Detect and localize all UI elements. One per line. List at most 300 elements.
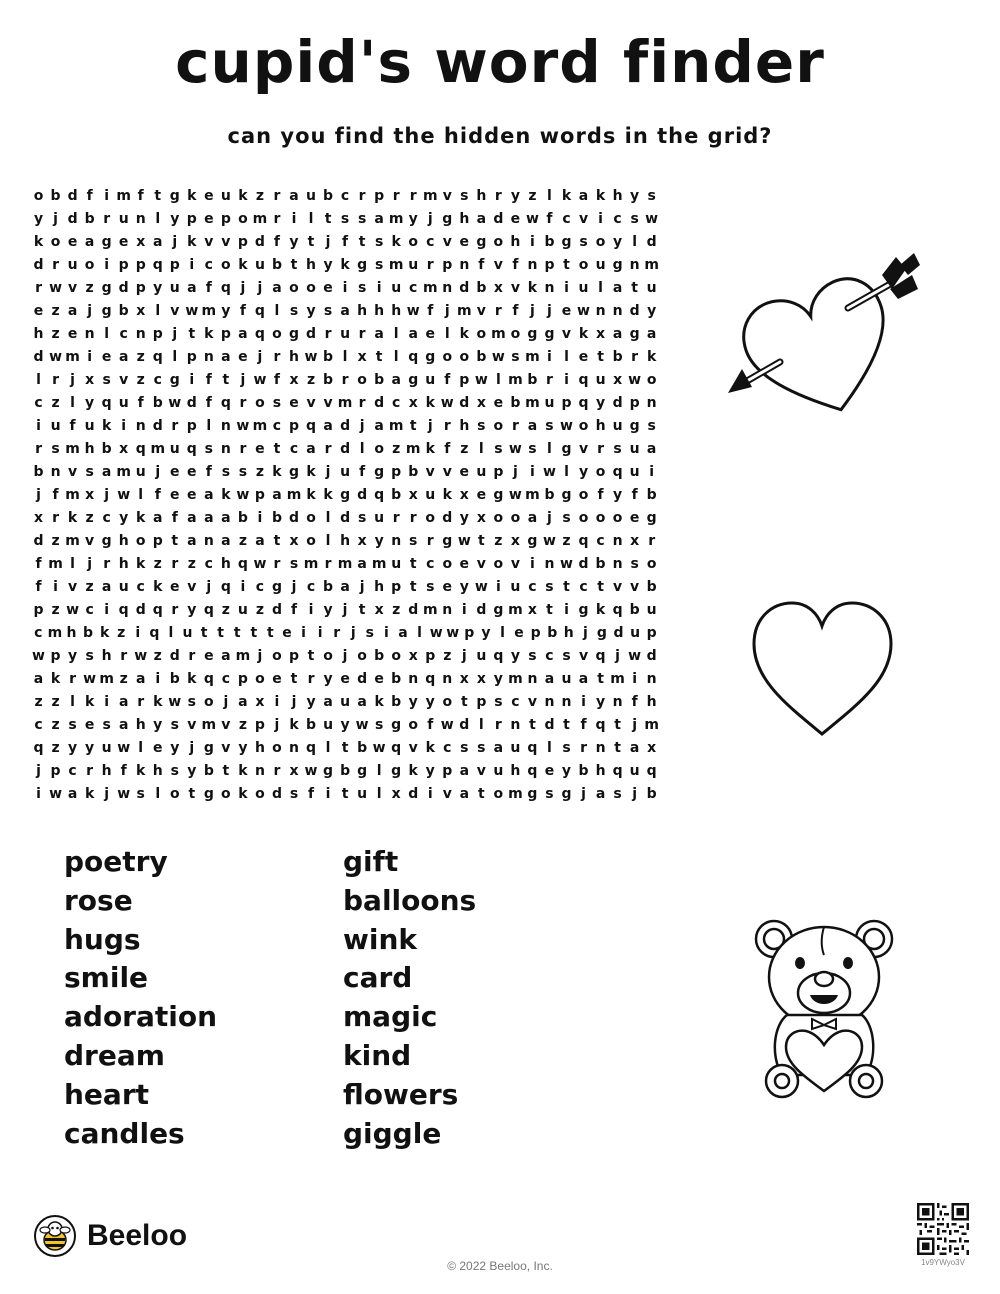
grid-letter[interactable]: r (35, 279, 42, 296)
grid-letter[interactable]: u (254, 256, 265, 273)
grid-letter[interactable]: a (289, 187, 299, 204)
grid-letter[interactable]: t (222, 371, 230, 388)
grid-letter[interactable]: j (257, 279, 263, 296)
grid-letter[interactable]: m (610, 670, 625, 687)
grid-letter[interactable]: i (291, 210, 297, 227)
grid-letter[interactable]: s (204, 440, 213, 457)
grid-letter[interactable]: d (629, 302, 640, 319)
grid-letter[interactable]: l (155, 210, 161, 227)
grid-letter[interactable]: j (172, 233, 178, 250)
grid-letter[interactable]: q (595, 647, 606, 664)
grid-letter[interactable]: w (253, 555, 267, 572)
grid-letter[interactable]: y (68, 647, 78, 664)
grid-letter[interactable]: c (153, 371, 162, 388)
grid-letter[interactable]: t (188, 325, 196, 342)
grid-letter[interactable]: y (595, 693, 606, 710)
grid-letter[interactable]: l (138, 739, 144, 756)
grid-letter[interactable]: m (65, 486, 80, 503)
grid-letter[interactable]: a (187, 532, 197, 549)
grid-letter[interactable]: w (372, 739, 386, 756)
grid-letter[interactable]: u (595, 256, 606, 273)
grid-letter[interactable]: s (528, 647, 537, 664)
grid-letter[interactable]: h (595, 417, 606, 434)
grid-letter[interactable]: p (237, 670, 248, 687)
grid-letter[interactable]: t (341, 785, 349, 802)
grid-letter[interactable]: c (409, 279, 418, 296)
grid-letter[interactable]: f (359, 463, 366, 480)
grid-letter[interactable]: t (307, 233, 315, 250)
grid-letter[interactable]: w (168, 693, 182, 710)
grid-letter[interactable]: i (342, 279, 348, 296)
grid-letter[interactable]: i (308, 601, 314, 618)
grid-letter[interactable]: o (33, 187, 44, 204)
grid-letter[interactable]: n (527, 670, 538, 687)
grid-letter[interactable]: c (204, 555, 213, 572)
grid-letter[interactable]: r (392, 187, 400, 204)
grid-letter[interactable]: m (201, 716, 217, 733)
grid-letter[interactable]: k (136, 555, 146, 572)
grid-letter[interactable]: q (220, 578, 231, 595)
grid-letter[interactable]: i (104, 187, 110, 204)
grid-letter[interactable]: d (646, 233, 657, 250)
grid-letter[interactable]: g (357, 762, 368, 779)
grid-letter[interactable]: k (646, 348, 657, 365)
grid-letter[interactable]: p (186, 210, 197, 227)
grid-letter[interactable]: t (460, 693, 468, 710)
grid-letter[interactable]: y (613, 486, 623, 503)
grid-letter[interactable]: e (187, 486, 197, 503)
grid-letter[interactable]: i (530, 233, 535, 250)
grid-letter[interactable]: c (85, 601, 94, 618)
grid-letter[interactable]: g (646, 509, 657, 526)
grid-letter[interactable]: g (101, 233, 112, 250)
grid-letter[interactable]: m (303, 555, 319, 572)
grid-letter[interactable]: y (459, 509, 469, 526)
grid-letter[interactable]: g (527, 325, 538, 342)
grid-letter[interactable]: m (457, 302, 472, 319)
grid-letter[interactable]: h (612, 187, 623, 204)
grid-letter[interactable]: z (51, 601, 60, 618)
grid-letter[interactable]: w (253, 371, 267, 388)
grid-letter[interactable]: r (239, 440, 247, 457)
grid-letter[interactable]: u (630, 624, 641, 641)
grid-letter[interactable]: a (67, 785, 78, 802)
grid-letter[interactable]: z (494, 532, 503, 549)
grid-letter[interactable]: r (580, 739, 587, 756)
grid-letter[interactable]: m (150, 440, 166, 457)
grid-letter[interactable]: h (101, 647, 112, 664)
grid-letter[interactable]: e (425, 325, 435, 342)
grid-letter[interactable]: u (220, 187, 231, 204)
grid-letter[interactable]: m (525, 348, 540, 365)
grid-letter[interactable]: g (203, 739, 214, 756)
grid-letter[interactable]: v (561, 325, 572, 342)
grid-letter[interactable]: o (493, 233, 504, 250)
grid-letter[interactable]: l (417, 624, 422, 641)
grid-letter[interactable]: j (342, 647, 348, 664)
grid-letter[interactable]: i (564, 279, 569, 296)
grid-letter[interactable]: b (646, 785, 657, 802)
grid-letter[interactable]: p (530, 624, 541, 641)
grid-letter[interactable]: r (188, 647, 196, 664)
grid-letter[interactable]: x (289, 532, 299, 549)
grid-letter[interactable]: e (459, 463, 470, 480)
grid-letter[interactable]: m (508, 601, 523, 618)
grid-letter[interactable]: m (508, 670, 523, 687)
grid-letter[interactable]: d (67, 210, 78, 227)
grid-letter[interactable]: g (357, 256, 368, 273)
grid-letter[interactable]: p (646, 624, 657, 641)
grid-letter[interactable]: u (237, 601, 248, 618)
grid-letter[interactable]: i (632, 670, 638, 687)
grid-letter[interactable]: a (187, 509, 197, 526)
grid-letter[interactable]: p (288, 417, 299, 434)
grid-letter[interactable]: y (85, 394, 95, 411)
grid-letter[interactable]: h (374, 578, 385, 595)
grid-letter[interactable]: z (306, 371, 316, 388)
grid-letter[interactable]: v (204, 233, 214, 250)
grid-letter[interactable]: h (476, 187, 487, 204)
grid-letter[interactable]: y (238, 739, 248, 756)
grid-letter[interactable]: v (68, 578, 78, 595)
grid-letter[interactable]: h (391, 302, 402, 319)
grid-letter[interactable]: o (255, 394, 265, 411)
grid-letter[interactable]: b (544, 486, 555, 503)
grid-letter[interactable]: h (118, 532, 129, 549)
grid-letter[interactable]: t (563, 578, 570, 595)
grid-letter[interactable]: o (50, 233, 61, 250)
grid-letter[interactable]: d (459, 394, 470, 411)
grid-letter[interactable]: o (272, 647, 282, 664)
grid-letter[interactable]: y (306, 302, 316, 319)
grid-letter[interactable]: y (306, 693, 316, 710)
grid-letter[interactable]: x (136, 302, 146, 319)
grid-letter[interactable]: u (391, 555, 402, 572)
grid-letter[interactable]: z (255, 601, 264, 618)
grid-letter[interactable]: p (374, 187, 385, 204)
grid-letter[interactable]: r (52, 256, 59, 273)
grid-letter[interactable]: y (221, 302, 231, 319)
grid-letter[interactable]: b (340, 762, 351, 779)
grid-letter[interactable]: l (547, 739, 552, 756)
grid-letter[interactable]: m (337, 394, 353, 411)
grid-letter[interactable]: i (547, 348, 552, 365)
grid-letter[interactable]: s (170, 762, 179, 779)
grid-letter[interactable]: s (187, 693, 196, 710)
grid-letter[interactable]: l (393, 348, 399, 365)
grid-letter[interactable]: n (612, 532, 623, 549)
grid-letter[interactable]: x (408, 486, 418, 503)
grid-letter[interactable]: t (154, 187, 162, 204)
grid-letter[interactable]: r (103, 210, 111, 227)
grid-letter[interactable]: f (478, 256, 485, 273)
grid-letter[interactable]: s (102, 716, 111, 733)
grid-letter[interactable]: o (306, 532, 316, 549)
grid-letter[interactable]: l (325, 739, 331, 756)
grid-letter[interactable]: x (459, 670, 469, 687)
grid-letter[interactable]: q (152, 601, 163, 618)
grid-letter[interactable]: r (546, 371, 553, 388)
grid-letter[interactable]: m (99, 670, 114, 687)
grid-letter[interactable]: c (613, 210, 622, 227)
grid-letter[interactable]: h (595, 762, 606, 779)
grid-letter[interactable]: j (512, 463, 518, 480)
grid-letter[interactable]: t (375, 348, 383, 365)
grid-letter[interactable]: p (186, 348, 197, 365)
grid-letter[interactable]: p (629, 394, 640, 411)
grid-letter[interactable]: y (323, 256, 333, 273)
grid-letter[interactable]: o (357, 371, 367, 388)
grid-letter[interactable]: o (493, 509, 504, 526)
grid-letter[interactable]: c (426, 555, 435, 572)
grid-letter[interactable]: p (288, 647, 299, 664)
grid-letter[interactable]: l (478, 440, 484, 457)
grid-letter[interactable]: s (409, 532, 418, 549)
grid-letter[interactable]: c (119, 325, 128, 342)
grid-letter[interactable]: a (459, 762, 470, 779)
grid-letter[interactable]: a (527, 509, 538, 526)
grid-letter[interactable]: e (170, 578, 180, 595)
grid-letter[interactable]: v (68, 463, 78, 480)
grid-letter[interactable]: s (613, 785, 622, 802)
grid-letter[interactable]: i (36, 785, 41, 802)
grid-letter[interactable]: t (529, 716, 536, 733)
grid-letter[interactable]: l (564, 348, 569, 365)
grid-letter[interactable]: i (257, 509, 263, 526)
grid-letter[interactable]: p (33, 601, 44, 618)
grid-letter[interactable]: z (221, 601, 230, 618)
grid-letter[interactable]: d (306, 325, 317, 342)
grid-letter[interactable]: j (582, 624, 588, 641)
grid-letter[interactable]: t (477, 532, 485, 549)
grid-letter[interactable]: e (204, 647, 214, 664)
grid-letter[interactable]: h (135, 716, 146, 733)
grid-letter[interactable]: t (341, 739, 349, 756)
grid-letter[interactable]: k (153, 578, 163, 595)
grid-letter[interactable]: p (476, 693, 487, 710)
grid-letter[interactable]: l (104, 325, 110, 342)
grid-letter[interactable]: b (306, 716, 317, 733)
grid-letter[interactable]: e (493, 394, 504, 411)
grid-letter[interactable]: v (119, 371, 129, 388)
grid-letter[interactable]: s (426, 578, 435, 595)
grid-letter[interactable]: g (169, 187, 180, 204)
grid-letter[interactable]: i (461, 601, 467, 618)
grid-letter[interactable]: a (323, 693, 333, 710)
grid-letter[interactable]: b (629, 601, 640, 618)
grid-letter[interactable]: j (172, 325, 178, 342)
grid-letter[interactable]: y (561, 762, 572, 779)
grid-letter[interactable]: p (152, 325, 163, 342)
grid-letter[interactable]: z (392, 440, 401, 457)
grid-letter[interactable]: n (595, 739, 606, 756)
grid-letter[interactable]: s (374, 716, 384, 733)
grid-letter[interactable]: v (578, 647, 589, 664)
grid-letter[interactable]: i (384, 624, 389, 641)
grid-letter[interactable]: s (374, 256, 384, 273)
grid-letter[interactable]: z (136, 348, 145, 365)
grid-letter[interactable]: c (579, 578, 588, 595)
grid-letter[interactable]: e (340, 670, 350, 687)
grid-letter[interactable]: i (301, 624, 306, 641)
grid-letter[interactable]: v (306, 394, 316, 411)
grid-letter[interactable]: w (577, 302, 590, 319)
grid-letter[interactable]: n (544, 279, 555, 296)
grid-letter[interactable]: o (408, 233, 419, 250)
grid-letter[interactable]: p (254, 486, 265, 503)
grid-letter[interactable]: f (273, 233, 280, 250)
grid-letter[interactable]: p (493, 463, 504, 480)
grid-letter[interactable]: f (512, 256, 519, 273)
grid-letter[interactable]: i (495, 578, 501, 595)
grid-letter[interactable]: x (357, 532, 367, 549)
grid-letter[interactable]: i (274, 693, 280, 710)
grid-letter[interactable]: d (288, 509, 299, 526)
grid-letter[interactable]: x (289, 371, 299, 388)
grid-letter[interactable]: x (630, 532, 640, 549)
grid-letter[interactable]: g (561, 486, 572, 503)
grid-letter[interactable]: h (374, 302, 385, 319)
grid-letter[interactable]: s (221, 463, 231, 480)
grid-letter[interactable]: o (612, 509, 623, 526)
grid-letter[interactable]: l (342, 348, 348, 365)
grid-letter[interactable]: q (612, 762, 623, 779)
grid-letter[interactable]: h (33, 325, 44, 342)
grid-letter[interactable]: e (118, 233, 129, 250)
grid-letter[interactable]: z (460, 440, 469, 457)
grid-letter[interactable]: k (323, 486, 333, 503)
grid-letter[interactable]: o (476, 325, 487, 342)
grid-letter[interactable]: s (630, 555, 639, 572)
grid-letter[interactable]: w (406, 302, 420, 319)
grid-letter[interactable]: k (84, 785, 95, 802)
grid-letter[interactable]: v (408, 739, 418, 756)
grid-letter[interactable]: b (476, 279, 487, 296)
grid-letter[interactable]: b (374, 647, 385, 664)
grid-letter[interactable]: i (325, 785, 331, 802)
grid-letter[interactable]: n (459, 256, 470, 273)
grid-letter[interactable]: i (530, 555, 535, 572)
grid-letter[interactable]: g (442, 532, 453, 549)
grid-letter[interactable]: c (562, 210, 571, 227)
grid-letter[interactable]: s (545, 785, 554, 802)
grid-letter[interactable]: e (442, 578, 453, 595)
grid-letter[interactable]: w (66, 601, 80, 618)
grid-letter[interactable]: z (136, 371, 145, 388)
grid-letter[interactable]: v (442, 187, 452, 204)
grid-letter[interactable]: f (35, 578, 42, 595)
grid-letter[interactable]: q (220, 279, 231, 296)
grid-letter[interactable]: o (306, 279, 316, 296)
grid-letter[interactable]: b (357, 739, 368, 756)
grid-letter[interactable]: p (561, 394, 572, 411)
grid-letter[interactable]: j (291, 693, 297, 710)
grid-letter[interactable]: u (84, 417, 95, 434)
grid-letter[interactable]: o (595, 233, 606, 250)
grid-letter[interactable]: j (104, 785, 110, 802)
grid-letter[interactable]: s (289, 302, 299, 319)
grid-letter[interactable]: k (99, 624, 110, 641)
grid-letter[interactable]: d (271, 785, 282, 802)
grid-letter[interactable]: x (613, 371, 623, 388)
grid-letter[interactable]: l (206, 417, 212, 434)
grid-letter[interactable]: e (544, 762, 555, 779)
grid-letter[interactable]: l (393, 325, 399, 342)
grid-letter[interactable]: a (476, 210, 487, 227)
grid-letter[interactable]: q (527, 739, 538, 756)
grid-letter[interactable]: s (562, 739, 571, 756)
grid-letter[interactable]: o (442, 555, 453, 572)
grid-letter[interactable]: h (220, 555, 231, 572)
grid-letter[interactable]: s (579, 233, 588, 250)
grid-letter[interactable]: l (138, 486, 144, 503)
grid-letter[interactable]: w (628, 371, 642, 388)
grid-letter[interactable]: i (36, 417, 41, 434)
grid-letter[interactable]: s (238, 463, 248, 480)
grid-letter[interactable]: a (374, 210, 384, 227)
grid-letter[interactable]: y (187, 601, 197, 618)
grid-letter[interactable]: f (631, 486, 638, 503)
grid-letter[interactable]: q (101, 394, 112, 411)
grid-letter[interactable]: v (323, 394, 333, 411)
grid-letter[interactable]: o (238, 210, 248, 227)
grid-letter[interactable]: p (186, 417, 197, 434)
grid-letter[interactable]: b (83, 624, 94, 641)
grid-letter[interactable]: u (391, 279, 402, 296)
grid-letter[interactable]: h (101, 762, 112, 779)
grid-letter[interactable]: b (237, 509, 248, 526)
grid-letter[interactable]: d (493, 210, 504, 227)
grid-letter[interactable]: w (49, 785, 63, 802)
grid-letter[interactable]: u (629, 762, 640, 779)
grid-letter[interactable]: j (427, 417, 433, 434)
grid-letter[interactable]: v (578, 210, 589, 227)
grid-letter[interactable]: k (459, 325, 469, 342)
grid-letter[interactable]: b (101, 440, 112, 457)
grid-letter[interactable]: u (629, 440, 640, 457)
grid-letter[interactable]: o (221, 256, 231, 273)
grid-letter[interactable]: i (376, 279, 382, 296)
grid-letter[interactable]: k (374, 693, 384, 710)
grid-letter[interactable]: s (68, 716, 77, 733)
grid-letter[interactable]: a (272, 486, 282, 503)
grid-letter[interactable]: q (425, 670, 436, 687)
grid-letter[interactable]: n (646, 394, 657, 411)
grid-letter[interactable]: n (135, 417, 146, 434)
grid-letter[interactable]: x (136, 233, 146, 250)
grid-letter[interactable]: d (340, 417, 351, 434)
grid-letter[interactable]: f (239, 302, 246, 319)
grid-letter[interactable]: f (205, 279, 212, 296)
grid-letter[interactable]: l (155, 785, 161, 802)
grid-letter[interactable]: m (422, 601, 438, 618)
grid-letter[interactable]: d (646, 647, 657, 664)
grid-letter[interactable]: a (221, 348, 231, 365)
grid-letter[interactable]: m (388, 256, 404, 273)
grid-letter[interactable]: z (85, 578, 94, 595)
grid-letter[interactable]: o (646, 371, 657, 388)
grid-letter[interactable]: t (563, 256, 570, 273)
grid-letter[interactable]: z (153, 555, 162, 572)
grid-letter[interactable]: g (101, 279, 112, 296)
grid-letter[interactable]: t (597, 578, 604, 595)
grid-letter[interactable]: c (340, 187, 350, 204)
grid-letter[interactable]: b (323, 371, 334, 388)
grid-letter[interactable]: e (67, 233, 78, 250)
grid-letter[interactable]: e (459, 233, 470, 250)
grid-letter[interactable]: f (69, 417, 76, 434)
grid-letter[interactable]: e (561, 302, 572, 319)
